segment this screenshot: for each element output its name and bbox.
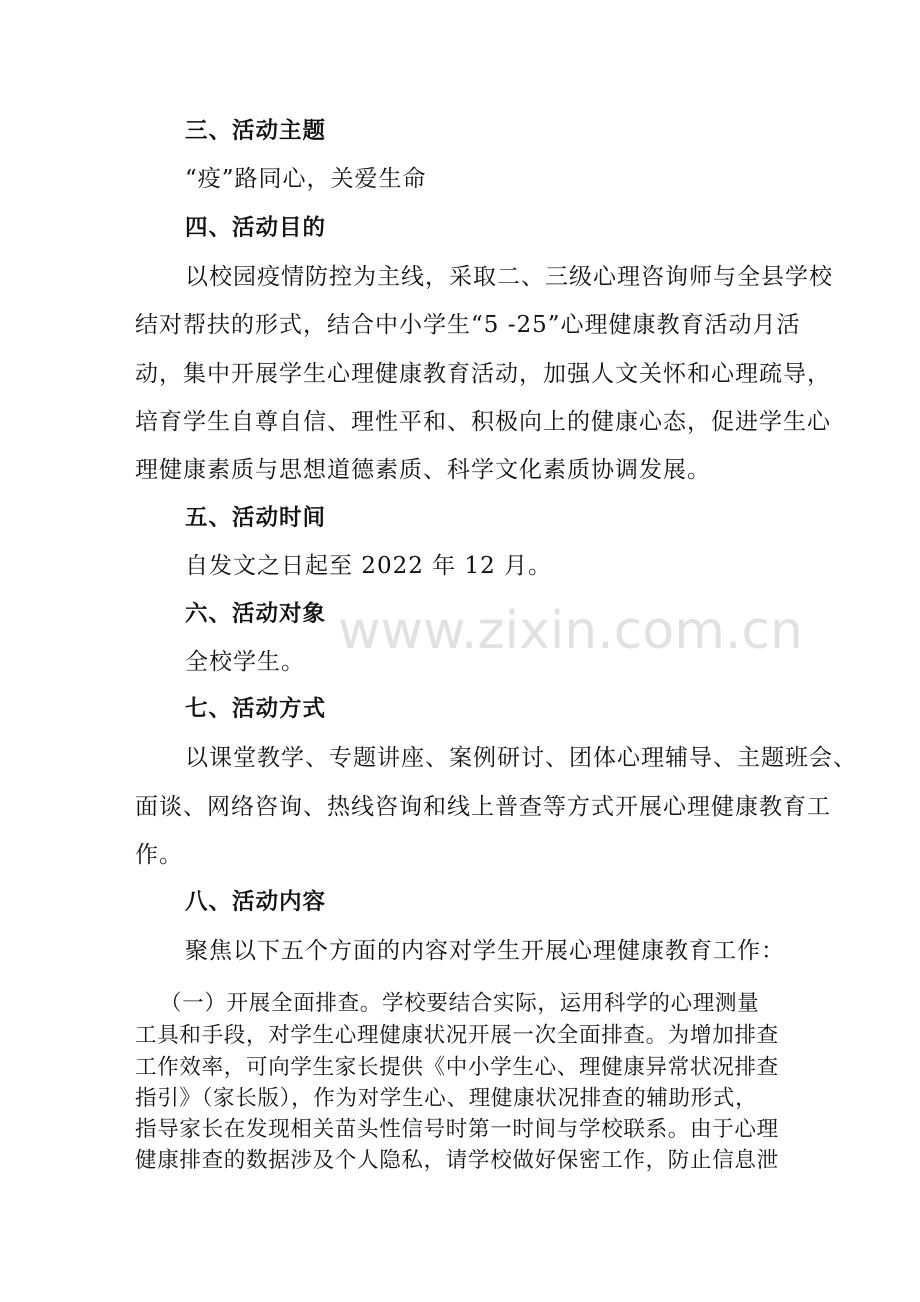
content-line-1: （一）开展全面排查。学校要结合实际，运用科学的心理测量 bbox=[160, 991, 760, 1016]
purpose-line-2: 结对帮扶的形式，结合中小学生“5 -25”心理健康教育活动月活 bbox=[135, 312, 801, 338]
method-line-3: 作。 bbox=[135, 842, 183, 868]
method-line-1: 以课堂教学、专题讲座、案例研讨、团体心理辅导、主题班会、 bbox=[185, 745, 857, 771]
content-line-3: 工作效率，可向学生家长提供《中小学生心、理健康异常状况排查 bbox=[135, 1055, 779, 1080]
section-heading-theme: 三、活动主题 bbox=[185, 118, 327, 144]
target-text: 全校学生。 bbox=[185, 649, 305, 675]
purpose-line-3: 动，集中开展学生心理健康教育活动，加强人文关怀和心理疏导， bbox=[135, 361, 831, 387]
method-line-2: 面谈、网络咨询、热线咨询和线上普查等方式开展心理健康教育工 bbox=[135, 794, 831, 820]
section-heading-time: 五、活动时间 bbox=[185, 505, 327, 531]
content-line-5: 指导家长在发现相关苗头性信号时第一时间与学校联系。由于心理 bbox=[135, 1117, 779, 1142]
theme-text: “疫”路同心，关爱生命 bbox=[185, 166, 427, 192]
watermark: www.zixin.com.cn bbox=[338, 601, 803, 661]
section-heading-method: 七、活动方式 bbox=[185, 696, 327, 722]
section-heading-content: 八、活动内容 bbox=[185, 889, 327, 915]
section-heading-purpose: 四、活动目的 bbox=[185, 215, 327, 241]
content-line-4: 指引》（家长版），作为对学生心、理健康状况排查的辅助形式， bbox=[135, 1086, 758, 1111]
purpose-line-1: 以校园疫情防控为主线，采取二、三级心理咨询师与全县学校 bbox=[185, 264, 833, 290]
purpose-line-5: 理健康素质与思想道德素质、科学文化素质协调发展。 bbox=[135, 457, 711, 483]
content-intro: 聚焦以下五个方面的内容对学生开展心理健康教育工作： bbox=[185, 938, 785, 964]
time-text: 自发文之日起至 2022 年 12 月。 bbox=[185, 553, 553, 579]
purpose-line-4: 培育学生自尊自信、理性平和、积极向上的健康心态，促进学生心 bbox=[135, 409, 831, 435]
content-line-6: 健康排查的数据涉及个人隐私，请学校做好保密工作，防止信息泄 bbox=[135, 1148, 779, 1173]
section-heading-target: 六、活动对象 bbox=[185, 601, 327, 627]
content-line-2: 工具和手段，对学生心理健康状况开展一次全面排查。为增加排查 bbox=[135, 1023, 779, 1048]
